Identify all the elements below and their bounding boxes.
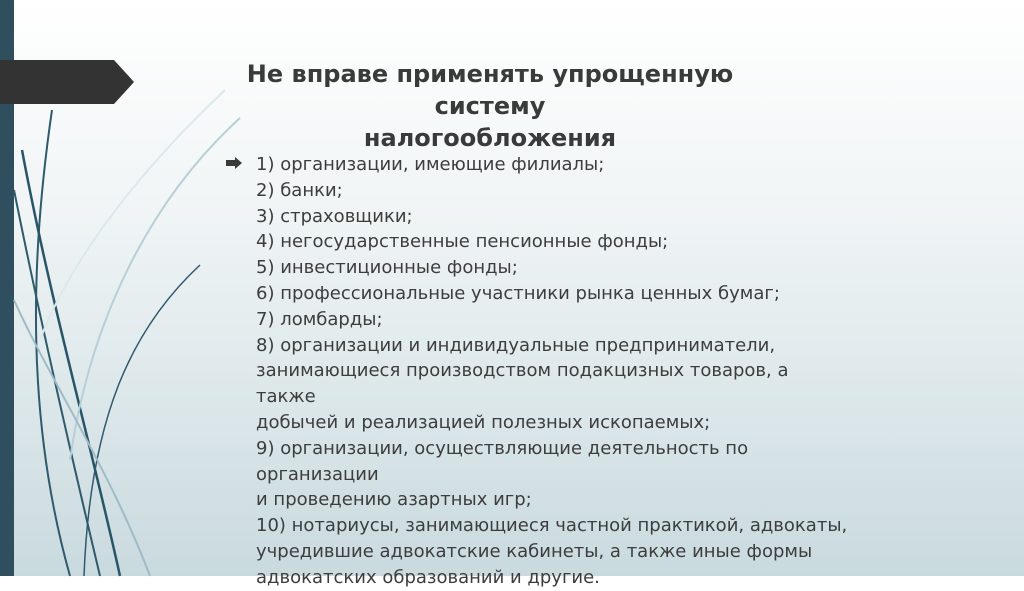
list-line: и проведению азартных игр; <box>256 489 532 511</box>
list-line: 9) организации, осуществляющие деятельность по <box>256 437 749 459</box>
list-line: 1) организации, имеющие филиалы; <box>256 154 605 175</box>
list-line: учредившие адвокатские кабинеты, а также иные формы <box>256 540 813 562</box>
list-line: 7) ломбарды; <box>256 308 383 330</box>
list-line: адвокатских образований и другие. <box>256 566 600 588</box>
list-line: добычей и реализацией полезных ископаемых; <box>256 411 711 433</box>
slide-title: Не вправе применять упрощенную систему налогообложения <box>246 60 734 152</box>
list-line: также <box>256 386 316 408</box>
list-line: 10) нотариусы, занимающиеся частной практикой, адвокаты, <box>256 515 848 537</box>
content-block <box>226 152 986 591</box>
title-tab-shape <box>0 60 134 104</box>
arrow-right-icon <box>226 157 242 169</box>
list-line: занимающиеся производством подакцизных товаров, а <box>256 360 789 382</box>
list-line: 4) негосударственные пенсионные фонды; <box>256 231 669 253</box>
list-line: 2) банки; <box>256 179 343 201</box>
restriction-list <box>256 152 986 591</box>
list-line: 3) страховщики; <box>256 205 413 227</box>
list-line: 5) инвестиционные фонды; <box>256 257 518 279</box>
list-line: 6) профессиональные участники рынка ценных бумаг; <box>256 282 780 304</box>
list-line: организации <box>256 463 379 485</box>
list-line: 8) организации и индивидуальные предприниматели, <box>256 334 776 356</box>
